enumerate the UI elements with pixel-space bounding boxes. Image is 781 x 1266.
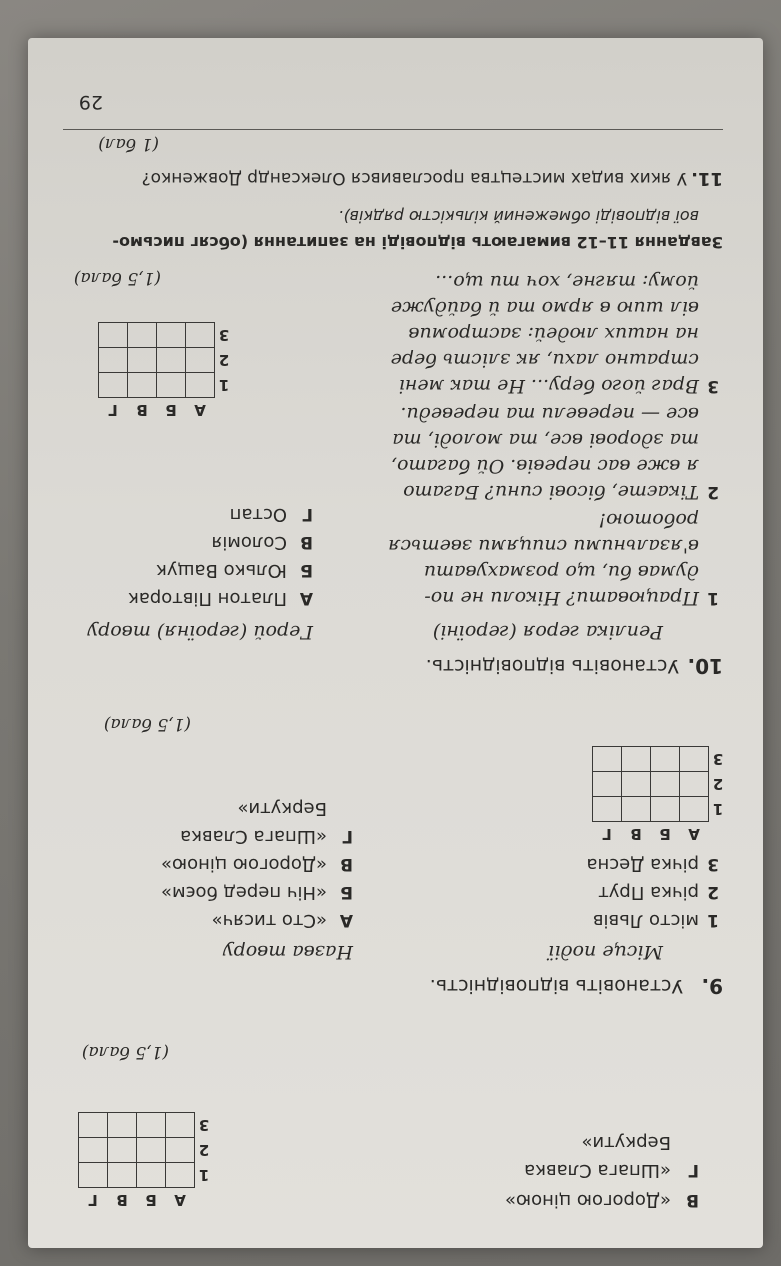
q10-left-2-num: 2 bbox=[707, 482, 719, 502]
answer-cell[interactable] bbox=[99, 348, 128, 373]
q11-points: (1 бал) bbox=[98, 134, 159, 154]
answer-cell[interactable] bbox=[186, 348, 215, 373]
q9-title: Установіть відповідність. bbox=[429, 975, 683, 997]
answer-cell[interactable] bbox=[593, 797, 622, 822]
q9-number: 9. bbox=[701, 974, 723, 998]
grid-col-h: Г bbox=[602, 825, 612, 843]
question-9 bbox=[53, 698, 723, 998]
q10-right-a-label: А bbox=[299, 588, 313, 608]
q10-left-1-line: думав би, що розмахувати bbox=[423, 561, 699, 583]
grid-col-v: В bbox=[136, 401, 148, 419]
q10-left-3-line: страшно лахи, як злість бере bbox=[390, 349, 699, 371]
grid-col-b: Б bbox=[145, 1191, 157, 1209]
q9-left-3-text: річка Десна bbox=[586, 854, 699, 875]
answer-cell[interactable] bbox=[79, 1163, 108, 1188]
q9-right-header: Назва твору bbox=[222, 941, 353, 963]
q10-right-b-text: Юлько Ващук bbox=[155, 560, 287, 581]
q8-option-v-label: В bbox=[686, 1190, 699, 1210]
q10-right-h-text: Остап bbox=[229, 504, 287, 525]
grid-row-3: 3 bbox=[712, 750, 724, 768]
q8-option-h-text-line2: Беркути» bbox=[581, 1132, 671, 1153]
q10-left-3-line: на наших людей: застромив bbox=[408, 323, 699, 345]
q10-right-h-label: Г bbox=[302, 504, 313, 524]
answer-line bbox=[63, 129, 723, 130]
q10-title: Установіть відповідність. bbox=[425, 655, 679, 677]
q9-right-h-label: Г bbox=[342, 826, 353, 846]
section-line-2: вої відповіді обмежений кількістю рядків). bbox=[338, 207, 699, 226]
answer-cell[interactable] bbox=[137, 1113, 166, 1138]
q9-left-1-text: місто Львів bbox=[592, 910, 699, 931]
answer-cell[interactable] bbox=[99, 323, 128, 348]
q9-right-v-label: В bbox=[340, 854, 353, 874]
q8-option-v-text: «Дорогою ціною» bbox=[504, 1190, 671, 1211]
answer-cell[interactable] bbox=[128, 323, 157, 348]
answer-cell[interactable] bbox=[680, 772, 709, 797]
grid-col-a: А bbox=[688, 825, 700, 843]
q10-left-1-line: роботою! bbox=[598, 509, 699, 531]
grid-row-2: 2 bbox=[712, 775, 724, 793]
q10-right-a-text: Платон Півторак bbox=[127, 588, 287, 609]
answer-cell[interactable] bbox=[108, 1163, 137, 1188]
grid-col-v: В bbox=[116, 1191, 128, 1209]
answer-cell[interactable] bbox=[157, 323, 186, 348]
q8-option-h-label: Г bbox=[688, 1160, 699, 1180]
q10-left-1-line: Працювати? Ніколи не по- bbox=[424, 587, 699, 609]
answer-cell[interactable] bbox=[137, 1163, 166, 1188]
grid-col-h: Г bbox=[88, 1191, 98, 1209]
q9-right-a-label: А bbox=[339, 910, 353, 930]
q10-right-v-label: В bbox=[300, 532, 313, 552]
answer-cell[interactable] bbox=[651, 797, 680, 822]
answer-cell[interactable] bbox=[79, 1138, 108, 1163]
answer-cell[interactable] bbox=[128, 348, 157, 373]
grid-col-v: В bbox=[630, 825, 642, 843]
answer-cell[interactable] bbox=[651, 747, 680, 772]
grid-col-b: Б bbox=[659, 825, 671, 843]
answer-cell[interactable] bbox=[186, 323, 215, 348]
grid-col-a: А bbox=[194, 401, 206, 419]
q10-answer-grid bbox=[98, 322, 233, 422]
section-line-1: Завдання 11–12 вимагають відповіді на запитання (обсяг письмо- bbox=[112, 233, 723, 252]
q10-left-3-line: віл шию в ярмо та й байдуже bbox=[390, 297, 699, 319]
answer-cell[interactable] bbox=[157, 373, 186, 398]
q8-points: (1,5 бала) bbox=[81, 1042, 169, 1062]
q11-number: 11. bbox=[691, 168, 723, 189]
q10-right-header: Герой (героїня) твору bbox=[87, 621, 313, 643]
q9-points: (1,5 бала) bbox=[103, 714, 191, 734]
q10-left-3-line: Враг його беру... Не так мені bbox=[398, 375, 699, 397]
grid-col-b: Б bbox=[165, 401, 177, 419]
q9-right-b-text: «Ніч перед боєм» bbox=[161, 882, 327, 903]
q9-right-b-label: Б bbox=[340, 882, 353, 902]
paper-sheet bbox=[28, 38, 763, 1248]
q8-tail bbox=[59, 1012, 699, 1212]
q10-left-1-num: 1 bbox=[707, 588, 719, 608]
answer-cell[interactable] bbox=[166, 1113, 195, 1138]
answer-cell[interactable] bbox=[157, 348, 186, 373]
q9-right-a-text: «Сто тисяч» bbox=[211, 910, 327, 931]
grid-row-3: 3 bbox=[218, 326, 230, 344]
grid-col-h: Г bbox=[108, 401, 118, 419]
grid-row-1: 1 bbox=[712, 800, 724, 818]
grid-col-a: А bbox=[174, 1191, 186, 1209]
answer-cell[interactable] bbox=[593, 772, 622, 797]
q10-points: (1,5 бала) bbox=[73, 268, 161, 288]
q9-right-h-text-line2: Беркути» bbox=[237, 798, 327, 819]
answer-cell[interactable] bbox=[680, 797, 709, 822]
answer-cell[interactable] bbox=[651, 772, 680, 797]
q10-left-3-num: 3 bbox=[707, 376, 719, 396]
q10-left-2-line: я вже вас перевів. Ой багато, bbox=[391, 455, 699, 477]
q11-text: У яких видах мистецтва прославився Олександр Довженко? bbox=[141, 168, 687, 188]
answer-cell[interactable] bbox=[680, 747, 709, 772]
grid-row-1: 1 bbox=[218, 376, 230, 394]
answer-cell[interactable] bbox=[166, 1138, 195, 1163]
q9-left-header: Місце події bbox=[548, 941, 663, 963]
answer-cell[interactable] bbox=[137, 1138, 166, 1163]
q9-left-3-num: 3 bbox=[707, 854, 719, 874]
q9-left-1-num: 1 bbox=[707, 910, 719, 930]
q10-left-2-line: Тікаєте, бісові сини? Багато bbox=[403, 481, 699, 503]
q8-answer-grid bbox=[78, 1112, 213, 1212]
page-number: 29 bbox=[78, 91, 103, 113]
grid-row-2: 2 bbox=[218, 351, 230, 369]
q10-right-v-text: Соломія bbox=[211, 532, 287, 553]
section-11-12-instruction bbox=[43, 194, 723, 254]
answer-cell[interactable] bbox=[108, 1113, 137, 1138]
q10-right-b-label: Б bbox=[300, 560, 313, 580]
grid-row-2: 2 bbox=[198, 1141, 210, 1159]
q9-right-h-text: «Шпага Славка bbox=[180, 826, 327, 847]
q9-right-v-text: «Дорогою ціною» bbox=[160, 854, 327, 875]
q10-number: 10. bbox=[687, 654, 723, 678]
question-11 bbox=[43, 120, 723, 190]
question-10 bbox=[53, 268, 723, 678]
q10-left-1-line: в'язальними спицями зветься bbox=[387, 535, 699, 557]
answer-cell[interactable] bbox=[186, 373, 215, 398]
answer-cell[interactable] bbox=[99, 373, 128, 398]
q9-left-2-num: 2 bbox=[707, 882, 719, 902]
answer-cell[interactable] bbox=[622, 747, 651, 772]
answer-cell[interactable] bbox=[593, 747, 622, 772]
q10-left-header: Репліка героя (героїні) bbox=[432, 621, 663, 643]
q8-option-h-text: «Шпага Славка bbox=[524, 1160, 671, 1181]
answer-cell[interactable] bbox=[79, 1113, 108, 1138]
answer-cell[interactable] bbox=[108, 1138, 137, 1163]
q9-left-2-text: річка Прут bbox=[598, 882, 699, 903]
answer-cell[interactable] bbox=[128, 373, 157, 398]
answer-cell[interactable] bbox=[622, 772, 651, 797]
grid-row-1: 1 bbox=[198, 1166, 210, 1184]
q9-answer-grid bbox=[592, 746, 727, 846]
q10-left-3-line: йому: тягне, хоч ти що... bbox=[435, 271, 699, 293]
grid-row-3: 3 bbox=[198, 1116, 210, 1134]
q10-left-2-line: все — перевели та переведи. bbox=[400, 403, 699, 425]
answer-cell[interactable] bbox=[166, 1163, 195, 1188]
q10-left-2-line: та здорові все, та молоді, та bbox=[392, 429, 699, 451]
answer-cell[interactable] bbox=[622, 797, 651, 822]
